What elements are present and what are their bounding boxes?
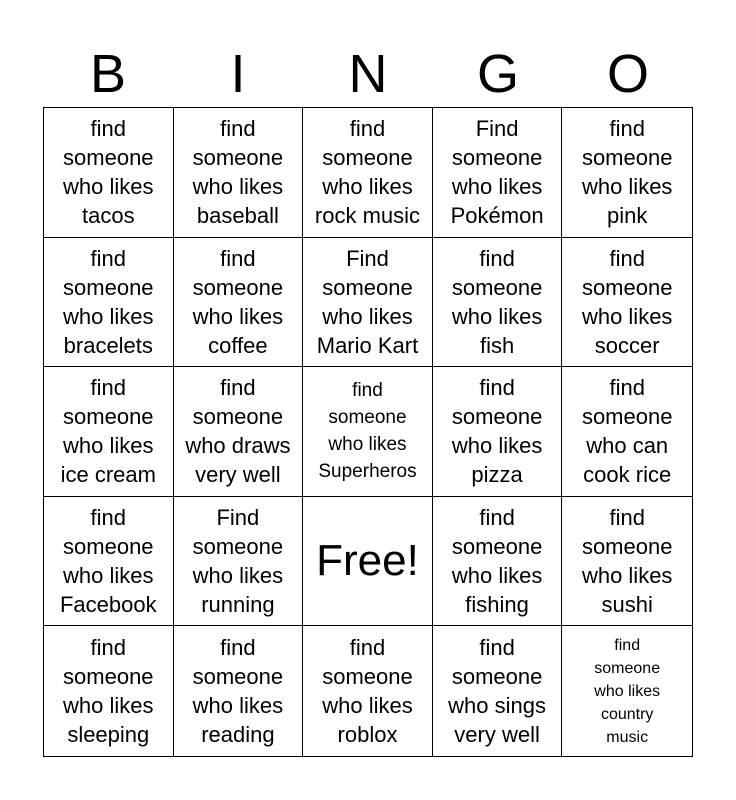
cell-text: find someone who likes ice cream — [60, 375, 156, 488]
bingo-cell[interactable] — [433, 108, 563, 238]
bingo-cell[interactable] — [44, 108, 174, 238]
bingo-cell[interactable] — [174, 108, 304, 238]
header-letter-b: B — [89, 44, 127, 104]
bingo-cell[interactable] — [44, 367, 174, 497]
bingo-cell[interactable] — [303, 108, 433, 238]
cell-text: find someone who likes roblox — [322, 635, 413, 748]
bingo-cell[interactable] — [433, 626, 563, 756]
bingo-cell[interactable] — [562, 238, 692, 368]
bingo-cell[interactable] — [174, 367, 304, 497]
bingo-cell[interactable] — [433, 497, 563, 627]
bingo-cell[interactable] — [562, 626, 692, 756]
bingo-cell[interactable] — [433, 238, 563, 368]
bingo-cell[interactable] — [562, 367, 692, 497]
bingo-cell[interactable] — [303, 626, 433, 756]
bingo-cell[interactable] — [174, 497, 304, 627]
cell-text: find someone who likes baseball — [192, 116, 284, 229]
free-space-text: Free! — [316, 536, 419, 586]
header-letter-i: I — [230, 44, 246, 104]
cell-text: find someone who can cook rice — [581, 375, 673, 488]
cell-text: find someone who likes Facebook — [59, 505, 157, 618]
header-letter-o: O — [606, 44, 649, 104]
cell-text: find someone who likes coffee — [192, 245, 284, 358]
bingo-cell[interactable] — [174, 238, 304, 368]
cell-text: find someone who likes pizza — [451, 375, 543, 488]
cell-text: find someone who likes fishing — [451, 505, 543, 618]
cell-text: find someone who draws very well — [185, 375, 291, 488]
header-letter-g: G — [476, 44, 519, 104]
header-letter-n: N — [348, 44, 388, 104]
bingo-cell[interactable] — [44, 626, 174, 756]
bingo-cell[interactable] — [562, 108, 692, 238]
bingo-card — [43, 107, 693, 757]
cell-text: find someone who likes fish — [451, 245, 543, 358]
cell-text: Find someone who likes Pokémon — [450, 116, 544, 229]
bingo-cell[interactable] — [44, 238, 174, 368]
bingo-header — [43, 40, 693, 108]
cell-text: find someone who likes Superheros — [318, 380, 417, 483]
bingo-cell[interactable] — [174, 626, 304, 756]
cell-text: find someone who likes country music — [594, 636, 661, 746]
cell-text: find someone who likes sushi — [581, 505, 673, 618]
cell-text: find someone who likes tacos — [63, 116, 154, 229]
cell-text: find someone who likes soccer — [581, 245, 673, 358]
free-space-cell[interactable] — [303, 497, 433, 627]
bingo-cell[interactable] — [303, 238, 433, 368]
bingo-cell[interactable] — [44, 497, 174, 627]
cell-text: find someone who likes sleeping — [63, 635, 154, 748]
bingo-cell[interactable] — [562, 497, 692, 627]
cell-text: find someone who likes rock music — [314, 116, 421, 229]
cell-text: find someone who sings very well — [448, 635, 547, 748]
bingo-cell[interactable] — [433, 367, 563, 497]
cell-text: Find someone who likes Mario Kart — [316, 245, 419, 358]
bingo-cell[interactable] — [303, 367, 433, 497]
cell-text: find someone who likes pink — [581, 116, 673, 229]
cell-text: find someone who likes reading — [192, 635, 284, 748]
cell-text: Find someone who likes running — [192, 505, 284, 618]
cell-text: find someone who likes bracelets — [63, 245, 154, 358]
